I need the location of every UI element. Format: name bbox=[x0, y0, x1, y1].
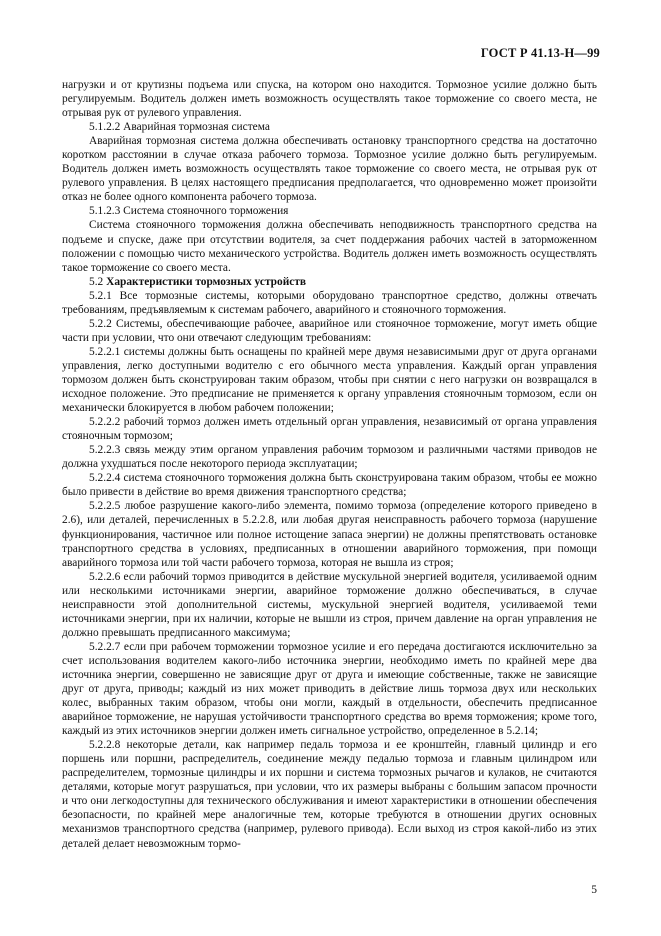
clause: 5.2.2.3 связь между этим органом управления рабочим тормозом и различными частями приводов не должна ухудшаться после некоторого периода эксплуатации; bbox=[62, 444, 597, 471]
paragraph: нагрузки и от крутизны подъема или спуска, на котором оно находится. Тормозное усилие должно быть регулируемым. Водитель должен иметь возможность осуществлять такое торможение со своего места, не отрывая рук от рулевого управления. bbox=[62, 79, 597, 120]
document-body bbox=[62, 78, 597, 851]
clause: 5.2.1 Все тормозные системы, которыми оборудовано транспортное средство, должны отвечать требованиям, предъявляемым к системам рабочего, аварийного и стояночного торможения. bbox=[62, 289, 597, 316]
document-header: ГОСТ Р 41.13-Н—99 bbox=[480, 46, 600, 60]
clause: 5.2.2.4 система стояночного торможения должна быть сконструирована таким образом, чтобы ее можно было привести в действие во время движения транспортного средства; bbox=[62, 472, 597, 499]
clause: 5.2.2.7 если при рабочем торможении тормозное усилие и его передача достигаются исключительно за счет использования водителем какого-либо источника энергии, необходимо иметь по крайней мере два источника энергии, совершенно не зависящие друг от друга и имеющие собственные, также не зависящие друг от друга, приводы; каждый из них может приводить в действие лишь тормоза двух или нескольких колес, выбранных таким образом, чтобы они могли, каждый в отдельности, обеспечить предписанное аварийное торможение, не нарушая устойчивости транспортного средства во время торможения; кроме того, каждый из этих источников энергии должен иметь сигнальное устройство, определенное в 5.2.14; bbox=[62, 640, 597, 738]
section-heading bbox=[62, 275, 597, 289]
clause: 5.2.2 Системы, обеспечивающие рабочее, аварийное или стояночное торможение, могут иметь общие части при условии, что они отвечают следующим требованиям: bbox=[62, 317, 597, 344]
clause: 5.2.2.5 любое разрушение какого-либо элемента, помимо тормоза (определение которого приведено в 2.6), или деталей, перечисленных в 5.2.2.8, или любая другая неисправность рабочего тормоза (нарушение функционирования, частичное или полное истощение запаса энергии) не должны препятствовать остановке транспортного средства в условиях, предписанных в отношении аварийного торможения, при помощи аварийного тормоза или той части рабочего тормоза, которая не вышла из строя; bbox=[62, 500, 597, 569]
section-title: Характеристики тормозных устройств bbox=[106, 275, 307, 288]
section-number: 5.2 bbox=[89, 275, 104, 288]
clause: 5.2.2.1 системы должны быть оснащены по крайней мере двумя независимыми друг от друга органами управления, легко доступными водителю с его обычного места управления. Каждый орган управления тормозом должен быть сконструирован таким образом, чтобы при снятии с него нагрузки он возвращался в исходное положение. Это предписание не применяется к органу управления стояночным тормозом, если он механически блокируется в любом рабочем положении; bbox=[62, 345, 597, 415]
clause: 5.2.2.2 рабочий тормоз должен иметь отдельный орган управления, независимый от органа управления стояночным тормозом; bbox=[62, 416, 597, 443]
subsection-heading: 5.1.2.2 Аварийная тормозная система bbox=[89, 121, 270, 134]
clause: 5.2.2.6 если рабочий тормоз приводится в действие мускульной энергией водителя, усиливаемой одним или несколькими источниками энергии, аварийное торможение должно обеспечиваться, в случае неисправности этой дополнительной системы, мускульной энергией водителя, усиливаемой теми источниками энергии, при их наличии, которые не вышли из строя, причем давление на орган управления не должно превышать предписанного максимума; bbox=[62, 570, 597, 639]
paragraph: Система стояночного торможения должна обеспечивать неподвижность транспортного средства на подъеме и спуске, даже при отсутствии водителя, за счет поддержания рабочих частей в заторможенном положении с помощью чисто механического устройства. Водитель должен иметь возможность осуществлять такое торможение со своего места. bbox=[62, 219, 597, 274]
subsection-heading: 5.1.2.3 Система стояночного торможения bbox=[89, 205, 289, 218]
page-number: 5 bbox=[591, 884, 597, 896]
paragraph: Аварийная тормозная система должна обеспечивать остановку транспортного средства на достаточно коротком расстоянии в случае отказа рабочего тормоза. Тормозное усилие должно быть регулируемым. Водитель должен иметь возможность осуществлять такое торможение со своего места, не отрывая рук от рулевого управления. В целях настоящего предписания предполагается, что одновременно может произойти отказ не более одного компонента рабочего тормоза. bbox=[62, 135, 597, 204]
clause: 5.2.2.8 некоторые детали, как например педаль тормоза и ее кронштейн, главный цилиндр и его поршень или поршни, распределитель, соединение между педалью тормоза и главным цилиндром или распределителем, тормозные цилиндры и их поршни и система тормозных рычагов и кулаков, не считаются деталями, которые могут разрушаться, при условии, что их размеры выбраны с большим запасом прочности и что они легкодоступны для технического обслуживания и имеют характеристики в отношении обеспечения безопасности, по крайней мере аналогичные тем, которые требуются в отношении других основных механизмов транспортного средства (например, рулевого привода). Если выход из строя какой-либо из этих деталей делает невозможным тормо- bbox=[62, 739, 597, 850]
